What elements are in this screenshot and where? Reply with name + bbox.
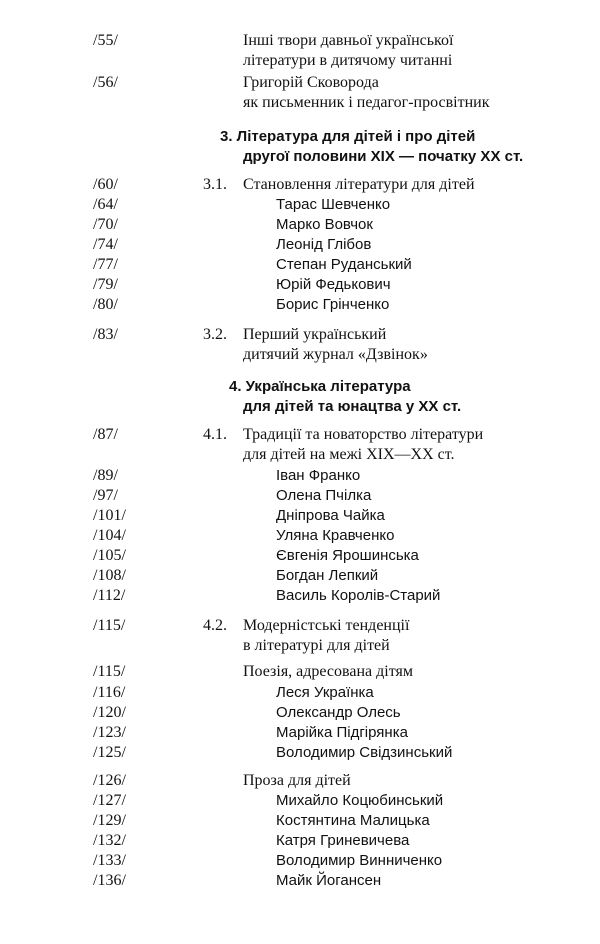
page-ref: /87/	[93, 426, 118, 443]
subsection-number: 4.1.	[203, 426, 227, 443]
author-name: Леся Українка	[276, 684, 374, 701]
page-ref: /77/	[93, 256, 118, 273]
author-name: Василь Королів-Старий	[276, 587, 441, 604]
section-heading: 4. Українська література	[229, 378, 411, 395]
author-name: Олександр Олесь	[276, 704, 401, 721]
page-ref: /123/	[93, 724, 126, 741]
page-ref: /70/	[93, 216, 118, 233]
author-name: Майк Йогансен	[276, 872, 382, 889]
page-ref: /104/	[93, 527, 126, 544]
author-name: Марійка Підгірянка	[276, 724, 408, 741]
page-ref: /97/	[93, 487, 118, 504]
entry-title: літератури в дитячому читанні	[243, 52, 453, 69]
author-name: Іван Франко	[276, 467, 361, 484]
author-name: Олена Пчілка	[276, 487, 372, 504]
page-ref: /127/	[93, 792, 126, 809]
author-name: Євгенія Ярошинська	[276, 547, 419, 564]
page-ref: /133/	[93, 852, 126, 869]
author-name: Михайло Коцюбинський	[276, 792, 444, 809]
page-ref: /132/	[93, 832, 126, 849]
entry-title: як письменник і педагог-просвітник	[243, 94, 490, 111]
page-ref: /116/	[93, 684, 126, 701]
author-name: Володимир Винниченко	[276, 852, 443, 869]
page-ref: /105/	[93, 547, 126, 564]
author-name: Богдан Лепкий	[276, 567, 379, 584]
page-ref: /83/	[93, 326, 118, 343]
section-heading: 3. Література для дітей і про дітей	[220, 128, 476, 145]
page-ref: /74/	[93, 236, 118, 253]
author-name: Юрій Федькович	[276, 276, 391, 293]
page-ref: /126/	[93, 772, 126, 789]
page-ref: /115/	[93, 663, 126, 680]
page-ref: /125/	[93, 744, 126, 761]
subsection-title: Становлення літератури для дітей	[243, 176, 475, 193]
group-title: Поезія, адресована дітям	[243, 663, 413, 680]
author-name: Степан Руданський	[276, 256, 412, 273]
page-ref: /101/	[93, 507, 126, 524]
author-name: Володимир Свідзинський	[276, 744, 453, 761]
subsection-title: Модерністські тенденції	[243, 617, 410, 634]
page-ref: /64/	[93, 196, 118, 213]
page-ref: /60/	[93, 176, 118, 193]
entry-title: Інші твори давньої української	[243, 32, 454, 49]
subsection-title: Традиції та новаторство літератури	[243, 426, 484, 443]
subsection-number: 4.2.	[203, 617, 227, 634]
page-ref: /80/	[93, 296, 118, 313]
author-name: Костянтина Малицька	[276, 812, 430, 829]
page-ref: /108/	[93, 567, 126, 584]
author-name: Тарас Шевченко	[276, 196, 391, 213]
group-title: Проза для дітей	[243, 772, 351, 789]
author-name: Борис Грінченко	[276, 296, 390, 313]
subsection-title: в літературі для дітей	[243, 637, 390, 654]
subsection-title: Перший український	[243, 326, 387, 343]
entry-title: Григорій Сковорода	[243, 74, 379, 91]
page-ref: /129/	[93, 812, 126, 829]
section-heading: для дітей та юнацтва у XX ст.	[243, 398, 462, 415]
author-name: Уляна Кравченко	[276, 527, 395, 544]
subsection-number: 3.1.	[203, 176, 227, 193]
subsection-number: 3.2.	[203, 326, 227, 343]
section-heading: другої половини XIX — початку XX ст.	[243, 148, 524, 165]
page-ref: /112/	[93, 587, 126, 604]
page-ref: /115/	[93, 617, 126, 634]
page-ref: /120/	[93, 704, 126, 721]
page-ref: /79/	[93, 276, 118, 293]
page-ref: /89/	[93, 467, 118, 484]
page-ref: /136/	[93, 872, 126, 889]
author-name: Дніпрова Чайка	[276, 507, 385, 524]
page-ref: /56/	[93, 74, 118, 91]
page-ref: /55/	[93, 32, 118, 49]
author-name: Леонід Глібов	[276, 236, 372, 253]
subsection-title: дитячий журнал «Дзвінок»	[243, 346, 428, 363]
author-name: Марко Вовчок	[276, 216, 373, 233]
author-name: Катря Гриневичева	[276, 832, 410, 849]
subsection-title: для дітей на межі XIX—XX ст.	[243, 446, 455, 463]
